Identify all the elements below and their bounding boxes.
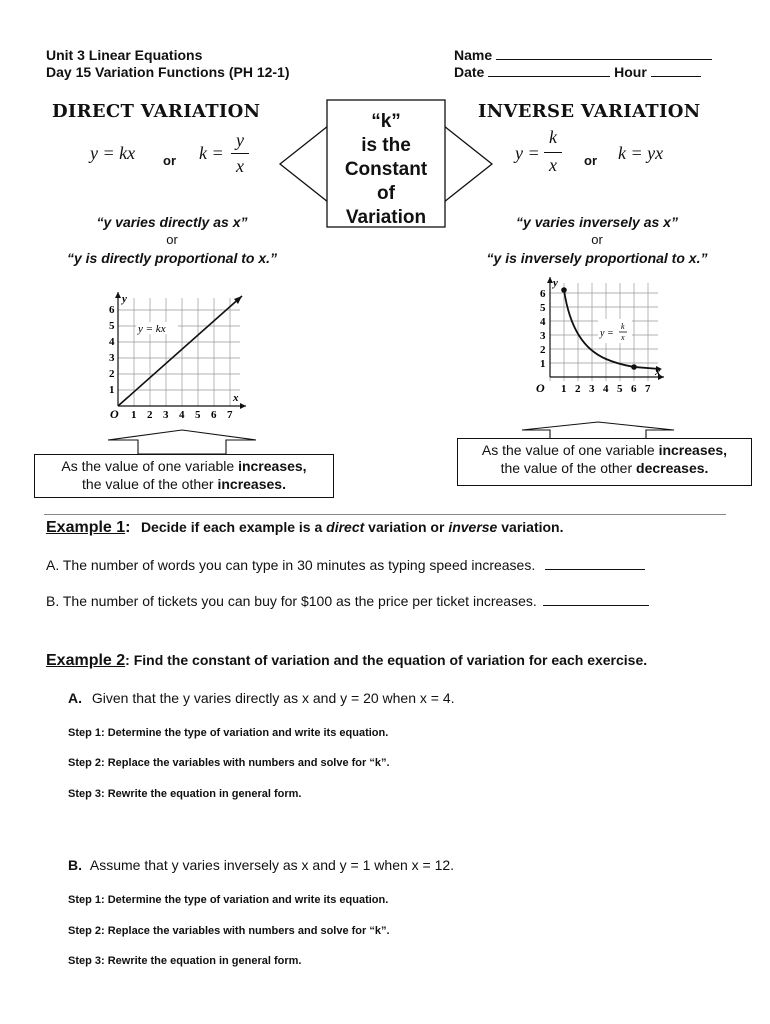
- inverse-origin-label: O: [536, 381, 545, 395]
- direct-variation-graph: [100, 288, 250, 423]
- direct-y-tick: 2: [109, 368, 115, 380]
- direct-or-2: or: [166, 232, 178, 247]
- inverse-variation-title: INVERSE VARIATION: [478, 101, 701, 122]
- example-1-question-b-text: B. The number of tickets you can buy for $100 as the price per ticket increases.: [46, 593, 537, 609]
- inverse-y-denominator: x: [549, 155, 557, 175]
- inverse-axis-x-label: x: [655, 366, 661, 378]
- inverse-x-tick: 2: [575, 383, 581, 395]
- example-1-answer-b-blank[interactable]: [543, 593, 649, 606]
- name-field[interactable]: [454, 47, 712, 64]
- example-2-a-label: A.: [68, 690, 82, 706]
- inverse-box-text-1: As the value of one variable: [481, 442, 659, 458]
- inverse-x-tick: 1: [561, 383, 567, 395]
- inverse-quote-1: “y varies inversely as x”: [516, 214, 678, 230]
- example-1-title: Example 1: [46, 519, 126, 536]
- example-2-part-a: [68, 690, 455, 706]
- inverse-y-tick: 2: [540, 344, 546, 356]
- inverse-quote-2: “y is inversely proportional to x.”: [486, 250, 708, 266]
- inverse-or-2: or: [591, 232, 603, 247]
- inverse-y-tick: 4: [540, 316, 546, 328]
- part-a-step-2: Step 2: Replace the variables with numbers and solve for “k”.: [68, 757, 390, 769]
- unit-title: Unit 3 Linear Equations: [46, 47, 203, 63]
- inverse-box-text-2: the value of the other: [500, 460, 637, 476]
- direct-x-tick: 7: [227, 409, 233, 421]
- inverse-callout-arrow: [520, 420, 680, 440]
- direct-box-text-1: As the value of one variable: [61, 458, 239, 474]
- direct-x-tick: 2: [147, 409, 153, 421]
- direct-box-bold-1: increases,: [238, 458, 307, 474]
- direct-graph-label: y = kx: [138, 323, 166, 335]
- direct-x-tick: 1: [131, 409, 137, 421]
- date-label: Date: [454, 64, 485, 80]
- direct-axis-x-label: x: [233, 392, 239, 404]
- direct-x-tick: 4: [179, 409, 185, 421]
- direct-quote-1: “y varies directly as x”: [96, 214, 248, 230]
- direct-k-lhs: k =: [199, 143, 224, 163]
- inverse-x-tick: 6: [631, 383, 637, 395]
- direct-equation: y = kx: [90, 143, 136, 163]
- inverse-graph-label-lhs: y =: [600, 328, 614, 339]
- direct-line: [118, 296, 242, 406]
- inverse-point-start: [561, 287, 567, 293]
- inverse-y-ticks: [540, 288, 546, 370]
- direct-callout-arrow: [106, 428, 266, 456]
- direct-fraction-bar: [231, 153, 249, 154]
- direct-quote-2: “y is directly proportional to x.”: [66, 250, 278, 266]
- example-1-question-a: [46, 557, 645, 573]
- callout-of: of: [377, 183, 395, 204]
- example-1-question-a-text: A. The number of words you can type in 30 minutes as typing speed increases.: [46, 557, 536, 573]
- direct-or: or: [163, 153, 176, 168]
- example-2-heading: [46, 652, 647, 670]
- inverse-y-lhs: y =: [515, 143, 540, 163]
- example-2-part-b: [68, 857, 454, 873]
- part-b-step-2: Step 2: Replace the variables with numbers and solve for “k”.: [68, 925, 390, 937]
- callout-constant: Constant: [344, 159, 428, 180]
- example-1-prompt-b: variation or: [364, 519, 449, 535]
- example-1-prompt-direct: direct: [326, 519, 365, 535]
- inverse-k-equation: k = yx: [618, 143, 664, 163]
- constant-of-variation-callout: [328, 110, 444, 230]
- inverse-x-tick: 4: [603, 383, 609, 395]
- inverse-x-tick: 7: [645, 383, 651, 395]
- name-blank[interactable]: [496, 47, 712, 60]
- callout-k: “k”: [371, 111, 401, 132]
- part-a-step-1: Step 1: Determine the type of variation and write its equation.: [68, 727, 389, 739]
- part-a-step-3: Step 3: Rewrite the equation in general form.: [68, 788, 302, 800]
- direct-k-denominator: x: [236, 156, 244, 176]
- direct-axis-y-label: y: [122, 293, 127, 305]
- date-hour-field[interactable]: [454, 64, 701, 81]
- direct-x-ticks: [131, 409, 233, 421]
- direct-k-numerator: y: [236, 130, 244, 150]
- direct-y-ticks: [109, 304, 115, 396]
- part-b-step-3: Step 3: Rewrite the equation in general form.: [68, 955, 302, 967]
- inverse-variation-graph: [530, 275, 670, 400]
- direct-origin-label: O: [110, 407, 119, 421]
- part-b-step-1: Step 1: Determine the type of variation and write its equation.: [68, 894, 389, 906]
- direct-variation-title: DIRECT VARIATION: [52, 101, 261, 122]
- direct-y-tick: 1: [109, 384, 115, 396]
- example-1-heading: [46, 519, 564, 537]
- direct-box-text-2: the value of the other: [82, 476, 218, 492]
- example-1-prompt-inverse: inverse: [448, 519, 498, 535]
- inverse-y-tick: 1: [540, 358, 546, 370]
- inverse-x-ticks: [561, 383, 651, 395]
- example-1-answer-a-blank[interactable]: [545, 557, 645, 570]
- direct-y-tick: 5: [109, 320, 115, 332]
- callout-variation: Variation: [345, 207, 427, 228]
- inverse-or: or: [584, 153, 597, 168]
- inverse-y-tick: 6: [540, 288, 546, 300]
- example-2-b-text: Assume that y varies inversely as x and y = 1 when x = 12.: [89, 857, 455, 873]
- direct-x-tick: 5: [195, 409, 201, 421]
- inverse-x-tick: 5: [617, 383, 623, 395]
- section-divider: [44, 514, 726, 515]
- name-label: Name: [454, 47, 493, 63]
- direct-y-tick: 6: [109, 304, 115, 316]
- example-2-title: Example 2: [46, 652, 126, 669]
- example-1-prompt-c: variation.: [497, 519, 564, 535]
- day-title: Day 15 Variation Functions (PH 12-1): [46, 64, 290, 80]
- inverse-graph-label-num: k: [621, 322, 625, 331]
- inverse-fraction-bar: [544, 152, 562, 153]
- example-1-colon: :: [125, 519, 131, 536]
- inverse-point-end: [631, 364, 637, 370]
- direct-explanation-box: [34, 454, 334, 498]
- inverse-y-numerator: k: [549, 127, 557, 147]
- example-1-question-b: [46, 593, 649, 609]
- date-blank[interactable]: [488, 64, 610, 77]
- callout-is-the: is the: [361, 135, 411, 156]
- inverse-explanation-box: [457, 438, 752, 486]
- inverse-y-tick: 5: [540, 302, 546, 314]
- inverse-graph-label-den: x: [621, 333, 625, 342]
- example-2-prompt: : Find the constant of variation and the equation of variation for each exercise.: [125, 652, 648, 668]
- inverse-axis-y-label: y: [553, 277, 558, 289]
- example-2-b-label: B.: [68, 857, 82, 873]
- direct-y-tick: 3: [109, 352, 115, 364]
- inverse-box-bold-1: increases,: [658, 442, 728, 458]
- hour-blank[interactable]: [651, 64, 701, 77]
- inverse-y-tick: 3: [540, 330, 546, 342]
- inverse-box-bold-2: decreases.: [636, 460, 709, 476]
- direct-x-tick: 6: [211, 409, 217, 421]
- example-1-prompt-a: Decide if each example is a: [140, 519, 327, 535]
- direct-y-tick: 4: [109, 336, 115, 348]
- hour-label: Hour: [614, 64, 647, 80]
- inverse-x-tick: 3: [589, 383, 595, 395]
- direct-x-tick: 3: [163, 409, 169, 421]
- direct-box-bold-2: increases.: [217, 476, 286, 492]
- example-2-a-text: Given that the y varies directly as x and y = 20 when x = 4.: [91, 690, 455, 706]
